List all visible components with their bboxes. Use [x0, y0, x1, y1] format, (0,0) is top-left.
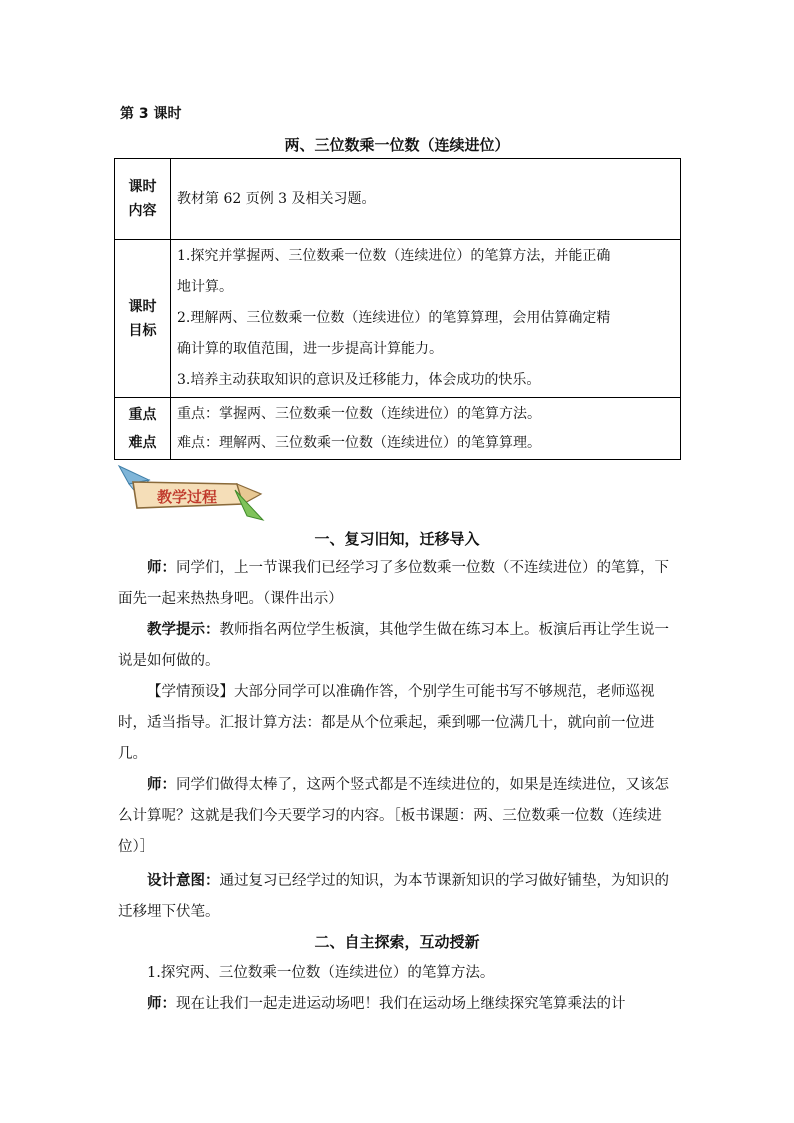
info-row-content [115, 159, 681, 240]
paragraph [118, 615, 678, 677]
teaching-process-banner [115, 464, 265, 524]
keypoint-line: 难点：理解两、三位数乘一位数（连续进位）的笔算算理。 [177, 434, 541, 451]
label-line: 目标 [128, 322, 157, 339]
goal-line: 地计算。 [177, 279, 233, 295]
info-label-keypoints [115, 398, 171, 460]
label-line: 课时 [128, 179, 157, 195]
paragraph-text: 通过复习已经学过的知识，为本节课新知识的学习做好铺垫，为知识的迁移埋下伏笔。 [118, 873, 669, 920]
speaker-label: 师： [147, 777, 176, 793]
content-line: 教材第 62 页例 3 及相关习题。 [177, 190, 376, 207]
paragraph [118, 989, 678, 1020]
keypoint-line: 重点：掌握两、三位数乘一位数（连续进位）的笔算方法。 [177, 405, 541, 422]
section-heading: 一、复习旧知，迁移导入 [314, 530, 480, 548]
info-content [171, 159, 681, 240]
paragraph [118, 677, 678, 770]
info-row-keypoints [115, 398, 681, 460]
paragraph [118, 553, 678, 615]
paragraph-text: 大部分同学可以准确作答，个别学生可能书写不够规范，老师巡视时，适当指导。汇报计算方法：都是从个位乘起，乘到哪一位满几十，就向前一位进几。 [118, 684, 655, 762]
lesson-number: 第 3 课时 [120, 106, 182, 122]
paragraph [118, 866, 678, 928]
paragraph-text: 现在让我们一起走进运动场吧！我们在运动场上继续探究笔算乘法的计 [176, 996, 626, 1012]
info-goals [171, 240, 681, 398]
info-label-goals [115, 240, 171, 398]
label-line: 难点 [128, 434, 157, 451]
goal-line: 确计算的取值范围，进一步提高计算能力。 [177, 341, 443, 357]
design-intent-label: 设计意图： [147, 873, 220, 889]
goal-line: 3.培养主动获取知识的意识及迁移能力，体会成功的快乐。 [177, 372, 541, 388]
label-line: 课时 [128, 298, 157, 315]
preset-label: 【学情预设】 [147, 684, 234, 700]
goal-line: 2.理解两、三位数乘一位数（连续进位）的笔算算理，会用估算确定精 [177, 310, 611, 326]
label-line: 重点 [128, 406, 157, 423]
info-label-content [115, 159, 171, 240]
speaker-label: 师： [147, 560, 176, 576]
paragraph-text: 1.探究两、三位数乘一位数（连续进位）的笔算方法。 [147, 965, 495, 981]
banner-text: 教学过程 [156, 488, 218, 506]
paragraph-text: 同学们做得太棒了，这两个竖式都是不连续进位的，如果是连续进位，又该怎么计算呢？这就是我们今天要学习的内容。［板书课题：两、三位数乘一位数（连续进位）］ [118, 777, 669, 855]
paragraph [118, 770, 678, 863]
paragraph-text: 教师指名两位学生板演，其他学生做在练习本上。板演后再让学生说一说是如何做的。 [118, 622, 669, 669]
speaker-label: 师： [147, 996, 176, 1012]
paragraph [118, 958, 678, 989]
section-heading: 二、自主探索，互动授新 [314, 933, 480, 951]
info-row-goals [115, 240, 681, 398]
lesson-info-table [114, 158, 681, 460]
paragraph-text: 同学们，上一节课我们已经学习了多位数乘一位数（不连续进位）的笔算，下面先一起来热热身吧。（课件出示） [118, 560, 669, 607]
tip-label: 教学提示： [147, 622, 220, 638]
info-keypoints [171, 398, 681, 460]
lesson-title: 两、三位数乘一位数（连续进位） [284, 136, 510, 154]
label-line: 内容 [128, 203, 157, 219]
goal-line: 1.探究并掌握两、三位数乘一位数（连续进位）的笔算方法，并能正确 [177, 248, 611, 264]
